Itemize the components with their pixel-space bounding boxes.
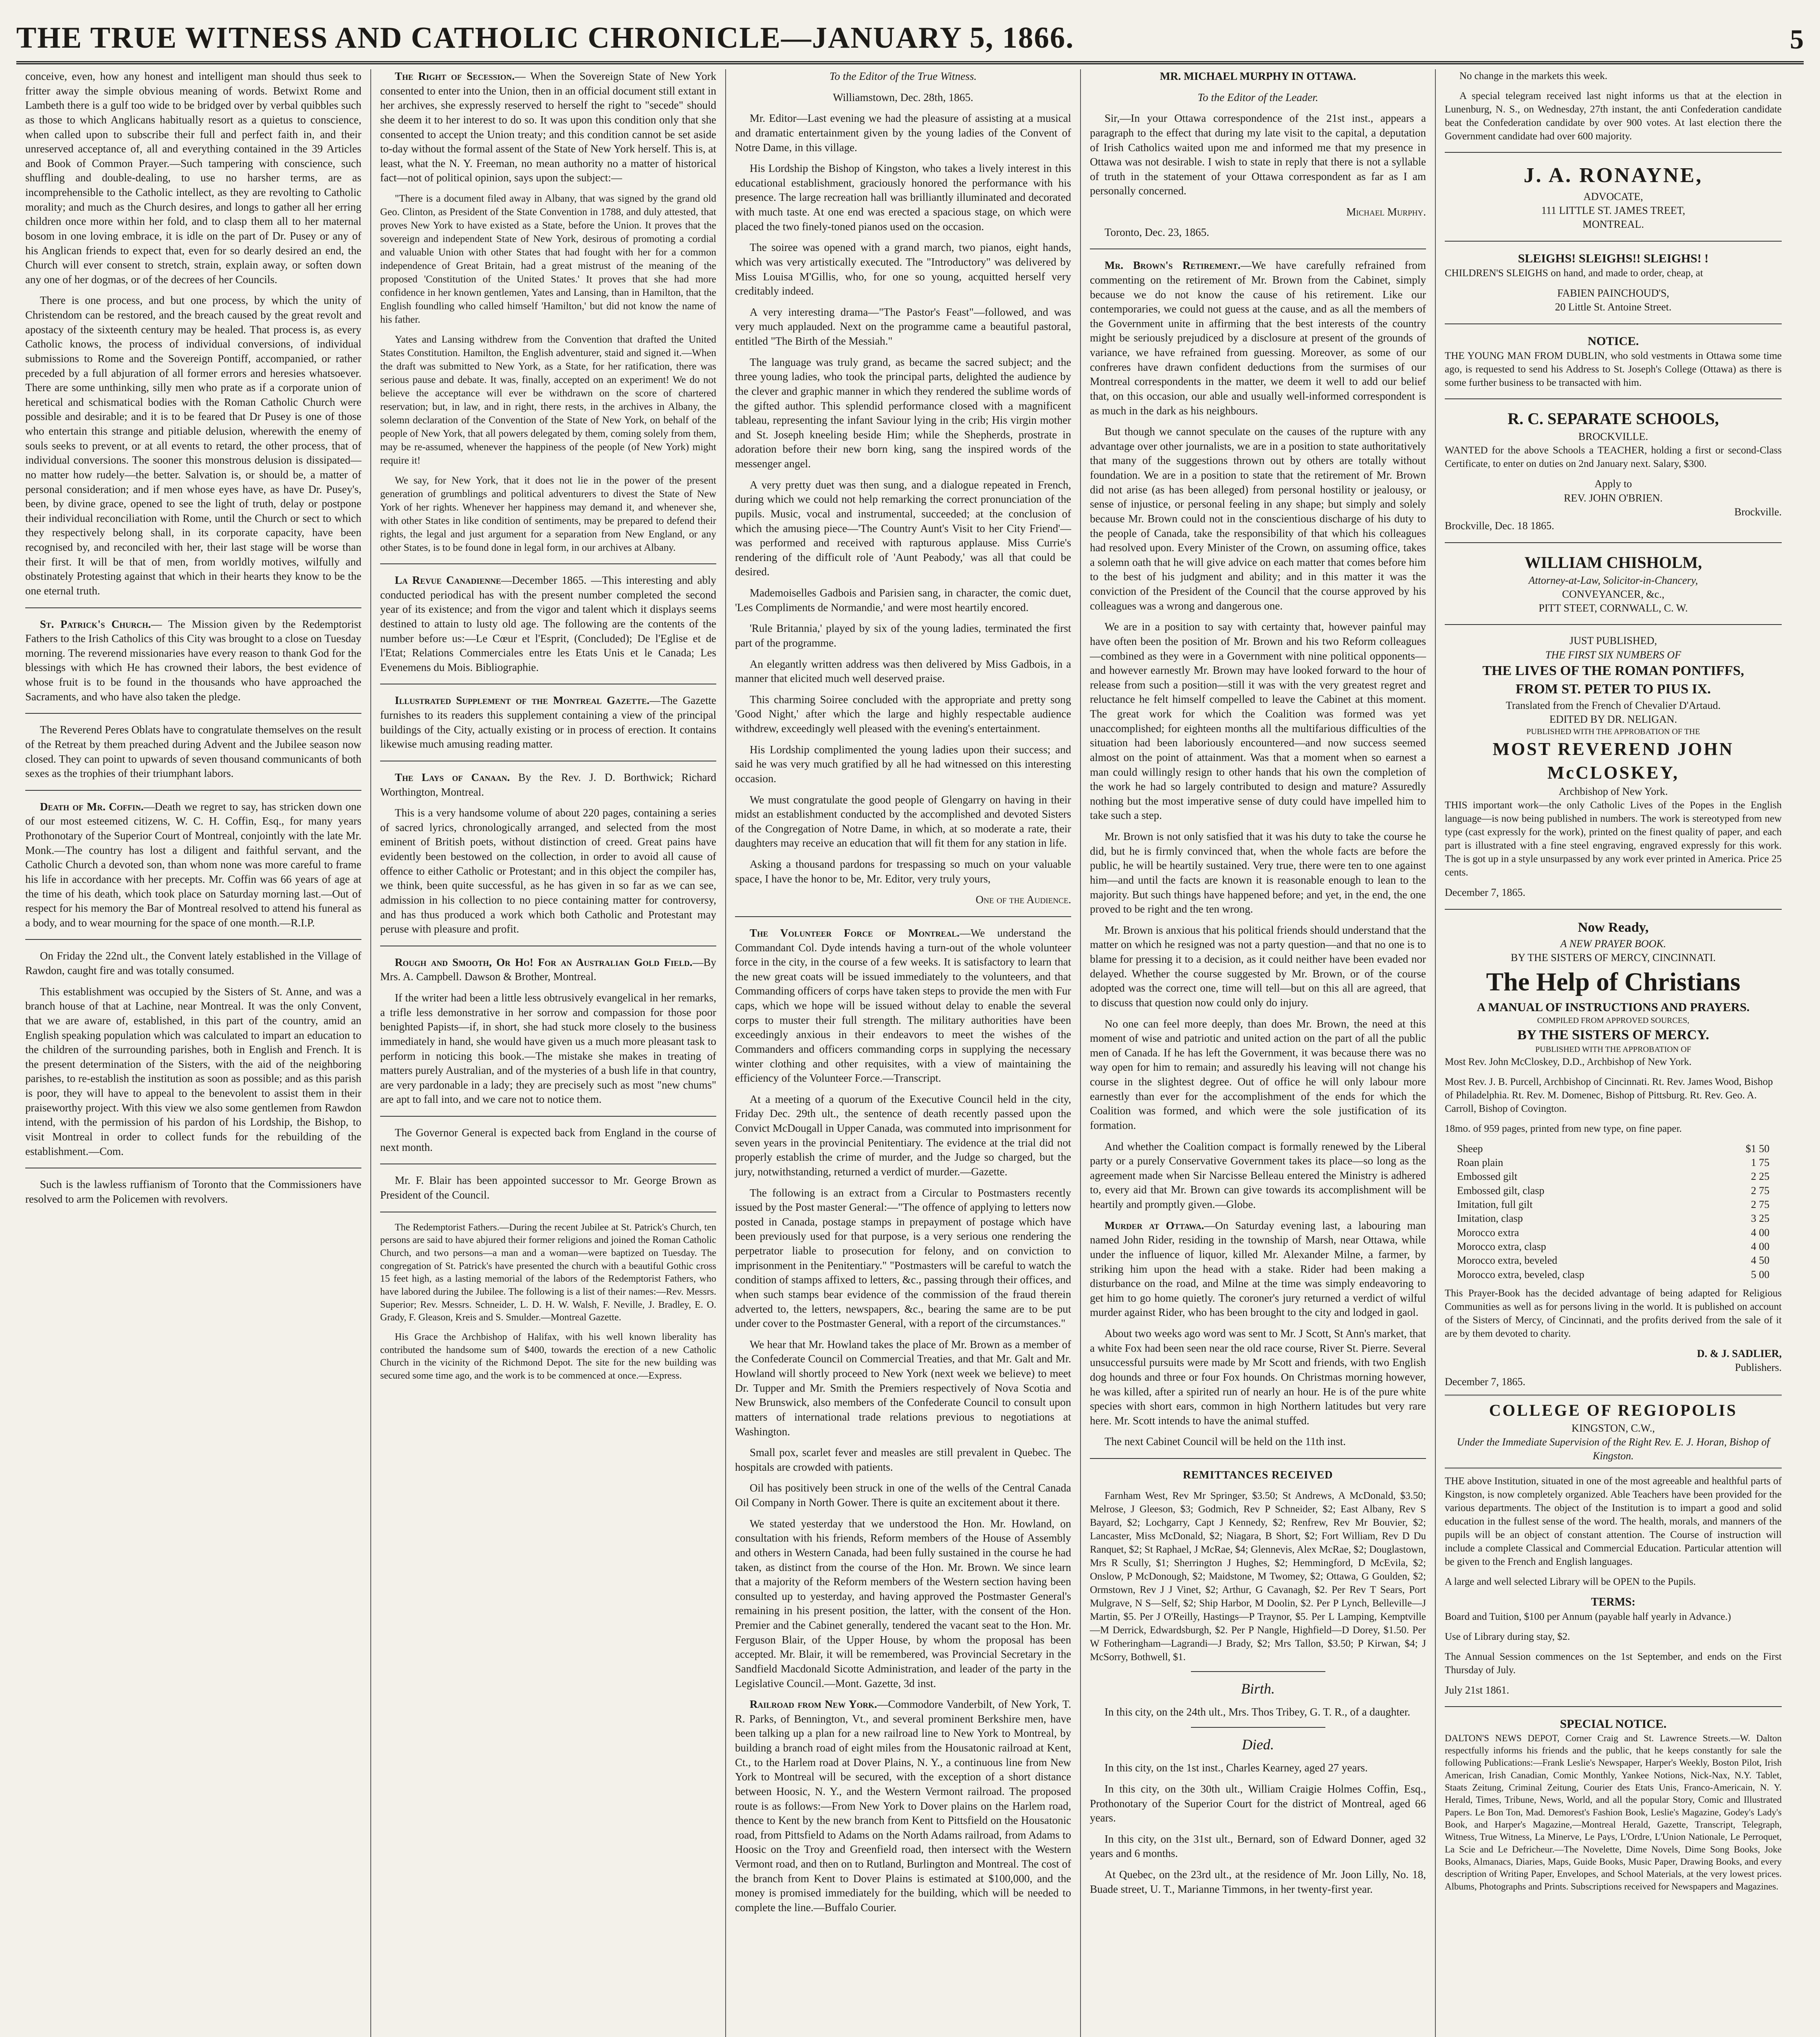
divider (25, 713, 361, 714)
divider (1090, 1458, 1426, 1459)
article-text: conceive, even, how any honest and intelligent man should thus seek to fritter away the simple obvious meaning of words. Betwixt Rome and Lambeth there is a gulf too wide to be bridged over by verbal quibbles such as those to which Anglicans habitually resort as a quietus to conscience, when called upon to subscribe their full and perfect faith in, and their unreserved acceptance of, all and everything contained in the 39 Articles and Book of Common Prayer.—Such tampering with conscience, such shuffling and double-dealing, to use no harsher terms, are as incomprehensible to the Catholic intellect, as they are revolting to Catholic morality; and much as the Church desires, and longs to gather all her erring children once more within her fold, and to clasp them all to her maternal bosom in one loving embrace, it is idle on the part of Dr. Pusey or any of his Anglican friends to expect that, even for so dearly desired an end, the Church will ever consent to stretch, strain, explain away, or soften down any one of her dogmas, or of the decrees of her Councils. (25, 70, 361, 286)
article-text: The Reverend Peres Oblats have to congratulate themselves on the result of the Retreat by them preached during Advent and the Jubilee season now closed. They can point to upwards of seven thousand communicants of both sexes as the trophies of their triumphant labors. (25, 724, 361, 780)
article-text: The soiree was opened with a grand march, two pianos, eight hands, which was very artistically executed. The "Introductory" was delivered by Miss Louisa M'Gillis, who, for one so young, acquitted herself very creditably indeed. (735, 241, 1071, 297)
ad-college-regiopolis (1445, 1395, 1782, 1469)
page-number: 5 (1790, 24, 1804, 55)
article-text: We hear that Mr. Howland takes the place of Mr. Brown as a member of the Confederate Council on Commercial Treaties, and that Mr. Galt and Mr. Howland will shortly proceed to New York (next week we believe) to meet Dr. Tupper and Mr. Smith the Premiers respectively of Nova Scotia and New Brunswick, also members of the Confederate Council to consult upon matters of international trade relations previous to negotiations at Washington. (735, 1338, 1071, 1438)
notice-text: In this city, on the 1st inst., Charles Kearney, aged 27 years. (1105, 1762, 1368, 1774)
divider (25, 607, 361, 608)
ad-separate-schools (1445, 408, 1782, 533)
ad-address: 111 LITTLE ST. JAMES TREET, (1541, 204, 1686, 216)
divider (25, 790, 361, 791)
masthead (16, 12, 1804, 64)
divider (1191, 1671, 1325, 1672)
ad-title: SPECIAL NOTICE. (1560, 1717, 1667, 1731)
ad-text: WANTED for the above Schools a TEACHER, holding a first or second-Class Certificate, to enter on duties on 2nd January next. Salary, $300. (1445, 445, 1782, 470)
quoted-text: "There is a document filed away in Albany, that was signed by the grand old Geo. Clinton, as President of the State Convention in 1788, and duly attested, that proves New York to have existed as a State, before the Union. It proves that the sovereign and independent State of New York, desirous of promoting a cordial and valuable Union with other States that had fought with her for a common independence of Great Britain, had a great mistrust of the meaning of the proposed 'Constitution of the United States.' It proves that she had more confidence in her known gentlemen, Yates and Lansing, than in Hamilton, that the English foundling who called himself 'Hamilton,' but did not know the name of his father. (380, 193, 716, 325)
ad-role: ADVOCATE, (1583, 190, 1643, 202)
article (25, 617, 361, 704)
article-text: The Redemptorist Fathers.—During the recent Jubilee at St. Patrick's Church, ten persons are said to have abjured their former religions and joined the Roman Catholic Church, and two persons—a man and a woman—were baptized on Tuesday. The congregation of St. Patrick's have presented the church with a beautiful Gothic cross 15 feet high, as a lasting memorial of the labors of the Redemptorist Fathers, who have labored during the Jubilee. The following is a list of their names:—Rev. Messrs. Superior; Rev. Messrs. Schneider, L. D. H. W. Walsh, F. Neville, J. Bradley, E. O. Grady, F. Gleason, Kreis and S. Smulder.—Montreal Gazette. (380, 1222, 716, 1323)
ad-line: KINGSTON, C.W., (1571, 1422, 1655, 1434)
ad-line: Translated from the French of Chevalier D'Artaud. (1505, 699, 1721, 711)
ad-title: THE LIVES OF THE ROMAN PONTIFFS, (1482, 663, 1744, 679)
article-text: Asking a thousand pardons for trespassing so much on your valuable space, I have the honor to be, Mr. Editor, very truly yours, (735, 858, 1071, 885)
letter-heading: To the Editor of the True Witness. (829, 70, 977, 82)
article (25, 800, 361, 931)
ad-college-body (1445, 1474, 1782, 1697)
ad-apply: Apply to (1594, 478, 1632, 490)
article-text: A special telegram received last night informs us that at the election in Lunenburg, N. S., on Wednesday, 27th instant, the anti Confederation candidate beat the Confederation candidate by over 900 votes. At last election there the Government candidate had over 600 majority. (1445, 90, 1782, 142)
ad-address: 20 Little St. Antoine Street. (1555, 301, 1672, 313)
ad-line: Under the Immediate Supervision of the Right Rev. E. J. Horan, Bishop of Kingston. (1457, 1436, 1770, 1462)
notice-text: In this city, on the 31st ult., Bernard, son of Edward Donner, aged 32 years and 6 months. (1090, 1832, 1426, 1860)
ad-line: BY THE SISTERS OF MERCY, CINCINNATI. (1511, 951, 1716, 964)
price-row: Embossed gilt 2 25 (1457, 1170, 1769, 1183)
article-text: —Commodore Vanderbilt, of New York, T. R. Parks, of Bennington, Vt., and several prominent Berkshire men, have been talking up a plan for a new railroad line to New York to Montreal, by building a branch road of eight miles from the Housatonic railroad at Kent, Ct., to the Harlem road at Dover Plains, N. Y., a continuous line from New York to Montreal will be secured, with the exception of a short distance between Hoosic, N. Y., and the Western Vermont railroad. The proposed route is as follows:—From New York to Dover plains on the Harlem road, thence to Kent by the new branch from Kent to Pittsfield on the Housatonic road, from Pittsfield to Adams on the North Adams railroad, from Adams to Hoosic on the Troy and Greenfield road, then intersect with the Western Vermont road, and then on to Rutland, Burlington and Montreal. The cost of the branch from Kent to Dover Plains is estimated at $100,000, and the money is promised immediately for the building, which will be needed to complete the line.—Buffalo Courier. (735, 1698, 1071, 1914)
article-text: No change in the markets this week. (1459, 70, 1608, 81)
quoted-text: We say, for New York, that it does not lie in the power of the present generation of grumblings and political adventurers to divest the State of New York of her rights. Whenever her happiness may demand it, and whenever she, with other States in like condition of sentiments, may be prepared to defend their rights, the legal and just argument for a separation from New England, or any other States, is to be found done in legal form, in our archives at Albany. (380, 475, 716, 553)
column-3 (726, 69, 1081, 2037)
divider (735, 916, 1071, 917)
ad-city: MONTREAL. (1582, 218, 1644, 231)
ad-date: July 21st 1861. (1445, 1684, 1510, 1696)
article-heading: Railroad from New York. (750, 1698, 877, 1711)
ad-line: COMPILED FROM APPROVED SOURCES, (1537, 1016, 1690, 1025)
ad-location: Brockville. (1734, 506, 1782, 518)
divider (1445, 323, 1782, 324)
ad-line: JUST PUBLISHED, (1569, 635, 1657, 647)
article (380, 69, 716, 185)
ad-ronayne (1445, 162, 1782, 232)
divider (1445, 624, 1782, 625)
ad-title: COLLEGE OF REGIOPOLIS (1489, 1401, 1738, 1419)
letter-signature: One of the Audience. (975, 893, 1071, 906)
ad-text: Most Rev. John McCloskey, D.D., Archbishop of New York. (1445, 1056, 1692, 1067)
remittances-list: Farnham West, Rev Mr Springer, $3.50; St Andrews, A McDonald, $3.50; Melrose, J Gleeson, $3; Godmich, Rev P Schneider, $2; East Albany, Rev S Bayard, $2; Lochgarry, Capt J Kennedy, $2; Renfrew, Rev Mr Bouvier, $2; Lancaster, Miss McDonald, $2; Niagara, B Short, $2; Fort William, Rev D Du Ranquet, $2; St Raphael, J McRae, $4; Glennevis, Alex McRae, $2; Douglastown, Mrs R Scully, $1; Sherrington J Hughes, $2; Hemmingford, D McEvila, $2; Onslow, P McDonough, $2; Maidstone, M Twomey, $2; Ottawa, G Goulden, $2; Ormstown, Rev J J Vinet, $2; Arthur, G Cavanagh, $2. Per Rev T Sears, Port Mulgrave, N S—Self, $2; Ship Harbor, M Doolin, $2. Per P Lynch, Belleville—J Martin, $5. Per J O'Reilly, Hastings—P Traynor, $5. Per L Lamping, Kemptville—M Derrick, Edwardsburgh, $2. Per P Nangle, Highfield—D Dorey, $1.50. Per W Fotheringham—Lagrandi—J Brady, $2; Mrs Tallon, $3.50; P Kirwan, $4; J McSorry, Bothwell, $1. (1090, 1490, 1426, 1663)
article-text: His Lordship complimented the young ladies upon their success; and said he was very much gratified by all he had witnessed on this interesting occasion. (735, 743, 1071, 785)
ad-title: MOST REVEREND JOHN McCLOSKEY, (1492, 739, 1734, 783)
divider (1445, 1706, 1782, 1707)
article-heading: Illustrated Supplement of the Montreal Gazette. (395, 694, 650, 707)
article-text: If the writer had been a little less obtrusively evangelical in her remarks, a trifle less demonstrative in her sorrow and compassion for those poor benighted Papists—if, in short, she had stuck more closely to the business immediately in hand, she would have given us a much more pleasant task to perform in noticing this book.—The mistake she makes in treating of matters purely Australian, and of the mysteries of a bush life in that country, are very pardonable in a lady; they are precisely such as most "new chums" are apt to fall into, and we care not to notice them. (380, 992, 716, 1106)
ad-special-notice (1445, 1716, 1782, 1893)
article-text: An elegantly written address was then delivered by Miss Gadbois, in a manner that elicited much well deserved praise. (735, 658, 1071, 685)
article-heading: The Lays of Canaan. (395, 771, 510, 783)
ad-sleighs (1445, 251, 1782, 315)
article-text: A very pretty duet was then sung, and a dialogue repeated in French, during which we could not help remarking the correct pronunciation of the pupils. Music, vocal and instrumental, succeeded; at the conclusion of which the amusing piece—'The Country Aunt's Visit to her City Friend'—was performed and received with rapturous applause. Miss Currie's rendering of the difficult role of 'Aunt Peabody,' was all that could be desired. (735, 478, 1071, 578)
divider (1445, 398, 1782, 399)
ad-subtitle: A MANUAL OF INSTRUCTIONS AND PRAYERS. (1477, 1000, 1750, 1014)
article-heading: The Volunteer Force of Montreal. (750, 926, 960, 939)
ad-text: DALTON'S NEWS DEPOT, Corner Craig and St. Lawrence Streets.—W. Dalton respectfully informs his friends and the public, that he keeps constantly for sale the following Publications:—Frank Leslie's Newspaper, Harper's Weekly, Boston Pilot, Irish American, Irish Canadian, Comic Monthly, Yankee Notions, Nick-Nax, N.Y. Tablet, Staats Zeitung, Criminal Zeitung, Courier des Etats Unis, Franco-Americain, N. Y. Herald, Times, Tribune, News, World, and all the popular Story, Comic and Illustrated Papers. Le Bon Ton, Mad. Demorest's Fashion Book, Leslie's Magazine, Godey's Lady's Book, and Harper's Magazine,—Montreal Herald, Gazette, Transcript, Telegraph, Witness, True Witness, La Minerve, Le Pays, L'Ordre, L'Union Nationale, Le Perroquet, La Scie and Le Defricheur.—The Novelette, Dime Novels, Dime Song Books, Joke Books, Almanacs, Diaries, Maps, Guide Books, Music Paper, Drawing Books, and every description of Writing Paper, Envelopes, and School Materials, at the very lowest prices. Albums, Photographs and Prints. Subscriptions received for Newspapers and Magazines. (1445, 1733, 1782, 1892)
ad-text: CHILDREN'S SLEIGHS on hand, and made to order, cheap, at (1445, 268, 1703, 279)
letter-signature: Michael Murphy. (1346, 206, 1426, 218)
ad-date: December 7, 1865. (1445, 1375, 1525, 1388)
article-text: The Governor General is expected back from England in the course of next month. (380, 1126, 716, 1153)
article-text: Small pox, scarlet fever and measles are still prevalent in Quebec. The hospitals are crowded with patients. (735, 1446, 1071, 1473)
price-row: Imitation, clasp 3 25 (1457, 1212, 1769, 1225)
divider (380, 1116, 716, 1117)
article-text: His Grace the Archbishop of Halifax, with his well known liberality has contributed the handsome sum of $400, towards the erection of a new Catholic Church in the vicinity of the Richmond Depot. The site for the new building was secured some time ago, and the work is to be commenced at once.—Express. (380, 1331, 716, 1381)
notice-text: At Quebec, on the 23rd ult., at the residence of Mr. Joon Lilly, No. 18, Buade street, U. T., Marianne Timmons, in her twenty-first year. (1090, 1868, 1426, 1895)
article-text: But though we cannot speculate on the causes of the rupture with any advantage over other journalists, we are in a position to state authoritatively that many of the suggestions thrown out by others are totally without foundation. We are in a position to state that the retirement of Mr. Brown did not arise (as has been alleged) from personal hostility or jealousy, or sense of injustice, or personal feeling in any shape; but simply and solely because Mr. Brown could not in the conscientious discharge of his duty to the people of Canada, take the responsibility of that which his colleagues had resolved upon. Every Minister of the Crown, on assuming office, takes a solemn oath that he will give advice on each matter that comes before him to the best of his judgment and ability; and in this matter it was the conviction of the President of the Council that the course approved by his colleagues was a wrong and dangerous one. (1090, 425, 1426, 612)
notice-text: In this city, on the 30th ult., William Craigie Holmes Coffin, Esq., Prothonotary of the Superior Court for the district of Montreal, aged 66 years. (1090, 1782, 1426, 1824)
column-4 (1081, 69, 1436, 2037)
ad-text: Use of Library during stay, $2. (1445, 1631, 1570, 1642)
notice-text: In this city, on the 24th ult., Mrs. Thos Tribey, G. T. R., of a daughter. (1105, 1706, 1411, 1718)
article-heading: Mr. Brown's Retirement. (1105, 259, 1241, 272)
ad-help-of-christians (1445, 919, 1782, 1389)
article-text: —Death we regret to say, has stricken down one of our most esteemed citizens, W. C. H. Coffin, Esq., for many years Prothonotary of the Superior Court of Montreal, conjointly with the late Mr. Monk.—The country has lost a diligent and faithful servant, and the Catholic Church a devoted son, than whom none was more careful to frame his life in accordance with her precepts. Mr. Coffin was 66 years of age at the time of his death, which took place on Saturday morning last.—Out of respect for his memory the Bar of Montreal resolved to attend his funeral as a body, and to wear mourning for the space of one month.—R.I.P. (25, 800, 361, 929)
article-text: —We understand the Commandant Col. Dyde intends having a turn-out of the whole volunteer force in the city, in the course of a few weeks. It is satisfactory to learn that the new great coats will be issued immediately to the volunteers, and that Commanding officers of corps have taken steps to provide the men with Fur caps, which we hope will be issued without delay to enable the several corps to muster their full strength. The military authorities have been exceedingly anxious in their endeavors to meet the wishes of the Commanders and officers commanding corps in supplying the necessary winter clothing and other requisites, with a view of maintaining the efficiency of the Volunteer Force.—Transcript. (735, 926, 1071, 1084)
ad-line: Now Ready, (1578, 920, 1649, 935)
article-text: Such is the lawless ruffianism of Toronto that the Commissioners have resolved to arm the Policemen with revolvers. (25, 1178, 361, 1205)
price-row: Embossed gilt, clasp 2 75 (1457, 1184, 1769, 1197)
article-text: 'Rule Britannia,' played by six of the young ladies, terminated the first part of the programme. (735, 622, 1071, 649)
letter-dateline: Toronto, Dec. 23, 1865. (1105, 226, 1209, 238)
letter-title: MR. MICHAEL MURPHY IN OTTAWA. (1160, 70, 1356, 82)
ad-title: SLEIGHS! SLEIGHS!! SLEIGHS! ! (1518, 251, 1709, 265)
price-row: Sheep $1 50 (1457, 1142, 1769, 1155)
section-title: Birth. (1241, 1680, 1275, 1697)
ad-date: Brockville, Dec. 18 1865. (1445, 520, 1554, 532)
article-text: By the Rev. J. D. Borthwick; Richard Worthington, Montreal. (380, 771, 716, 798)
divider (25, 939, 361, 940)
newspaper-title: THE TRUE WITNESS AND CATHOLIC CHRONICLE—JANUARY 5, 1866. (16, 21, 1074, 55)
ad-role: Attorney-at-Law, Solicitor-in-Chancery, (1528, 574, 1698, 586)
divider (1445, 152, 1782, 153)
ad-text: 18mo. of 959 pages, printed from new type, on fine paper. (1445, 1123, 1682, 1134)
letter-heading: To the Editor of the Leader. (1197, 91, 1318, 103)
article-text: —By Mrs. A. Campbell. Dawson & Brother, Montreal. (380, 956, 716, 983)
article-text: We stated yesterday that we understood the Hon. Mr. Howland, on consultation with his friends, Reform members of the House of Assembly and others in Western Canada, had been fully sustained in the course he had taken, as distinct from the course of the Hon. Mr. Brown. We since learn that a majority of the Reform members of the Western section having been consulted up to yesterday, and having approved the Postmaster General's remaining in his present position, the latter, with the consent of the Hon. Premier and the Cabinet generally, tendered the vacant seat to the Hon. Mr. Ferguson Blair, of the Upper House, by whom the proposal has been accepted. Mr. Blair, it will be remembered, was Provincial Secretary in the Sandfield Macdonald Sicotte Administration, and leader of the party in the Legislative Council.—Mont. Gazette, 3d inst. (735, 1517, 1071, 1689)
article-heading: Death of Mr. Coffin. (40, 800, 144, 813)
article-text: Mr. Brown is not only satisfied that it was his duty to take the course he did, but he is firmly convinced that, when the whole facts are before the public, he will be heartily sustained. Very true, there were ten to one against him—and until the facts are known it is reasonable enough to lean to the majority. But such things have happened before; and yet, in the end, the one proved to be right and the ten wrong. (1090, 830, 1426, 915)
price-row: Morocco extra, beveled, clasp 5 00 (1457, 1268, 1769, 1280)
article-text: A very interesting drama—"The Pastor's Feast"—followed, and was very much applauded. Next on the programme came a beautiful pastoral, entitled "The Birth of the Messiah." (735, 306, 1071, 347)
section-title: Died. (1242, 1736, 1274, 1753)
ad-name: WILLIAM CHISHOLM, (1524, 553, 1702, 572)
price-row: Morocco extra 4 00 (1457, 1226, 1769, 1238)
ad-lives-of-popes (1445, 634, 1782, 900)
divider (1445, 909, 1782, 910)
article (1090, 1219, 1426, 1320)
article-heading: St. Patrick's Church. (40, 618, 151, 630)
ad-title: NOTICE. (1587, 334, 1639, 348)
ad-title: FROM ST. PETER TO PIUS IX. (1516, 681, 1711, 697)
article-text: —On Saturday evening last, a labouring man named John Rider, residing in the township of Marsh, near Ottawa, while under the influence of liquor, killed Mr. Alexander Milne, a farmer, by striking him upon the head with a stake. Rider had been making a disturbance on the road, and Milne at the time was simply endeavoring to get him to go home quietly. The coroner's jury returned a verdict of wilful murder against Rider, who has been brought to the city and lodged in gaol. (1090, 1219, 1426, 1319)
ad-address: PITT STEET, CORNWALL, C. W. (1538, 602, 1688, 614)
article (380, 955, 716, 984)
ad-line: Archbishop of New York. (1558, 785, 1668, 798)
article-text: —The Gazette furnishes to its readers this supplement containing a view of the principal buildings of the City, actually existing or in process of erection. It contains likewise much amusing reading matter. (380, 694, 716, 750)
ad-notice (1445, 333, 1782, 390)
ad-text: This Prayer-Book has the decided advantage of being adapted for Religious Communities as well as for persons living in the world. It is published on account of the Sisters of Mercy, of Cincinnati, and the profits derived from the sale of it are by them devoted to charity. (1445, 1287, 1782, 1339)
ad-line: THE FIRST SIX NUMBERS OF (1545, 649, 1681, 661)
article-text: This charming Soiree concluded with the appropriate and pretty song 'Good Night,' after which the large and highly respectable audience withdrew, exceedingly well pleased with the evening's entertainment. (735, 693, 1071, 735)
article (380, 770, 716, 799)
article-text: At a meeting of a quorum of the Executive Council held in the city, Friday Dec. 29th ult., the sentence of death recently passed upon the Convict McDougall in Upper Canada, was commuted into imprisonment for seven years in the provincial Penitentiary. The evidence at the trial did not properly establish the crime of murder, and the Judge so charged, but the jury, notwithstanding, returned a verdict of murder.—Gazette. (735, 1093, 1071, 1178)
article-text: Oil has positively been struck in one of the wells of the Central Canada Oil Company in North Gower. There is quite an excitement about it there. (735, 1482, 1071, 1509)
article-heading: The Right of Secession. (395, 70, 515, 82)
article-heading: Murder at Ottawa. (1105, 1219, 1204, 1232)
divider (1445, 241, 1782, 242)
article-text: The language was truly grand, as became the sacred subject; and the three young ladies, who took the principal parts, delighted the audience by the clever and graphic manner in which they rendered the sublime words of the gifted author. This splendid performance closed with a magnificent tableau, representing the infant Saviour lying in the crib; His virgin mother and St. Joseph kneeling beside Him; while the Shepherds, prostrate in adoration before their new born king, sang the inspired words of the messenger angel. (735, 356, 1071, 470)
article-text: Mr. Editor—Last evening we had the pleasure of assisting at a musical and dramatic entertainment given by the young ladies of the Convent of Notre Dame, in this village. (735, 112, 1071, 154)
ad-title: R. C. SEPARATE SCHOOLS, (1507, 409, 1719, 428)
article-text: The next Cabinet Council will be held on the 11th inst. (1105, 1435, 1346, 1448)
section-title: REMITTANCES RECEIVED (1183, 1469, 1333, 1481)
divider (1191, 1727, 1325, 1728)
column-2 (371, 69, 726, 2037)
article-text: His Lordship the Bishop of Kingston, who takes a lively interest in this educational establishment, graciously honored the performance with his presence. The large recreation hall was brilliantly illuminated and decorated with much taste. At one end was erected a spacious stage, on which were placed the two finely-toned pianos used on the occasion. (735, 162, 1071, 233)
price-row: Morocco extra, clasp 4 00 (1457, 1241, 1769, 1253)
ad-contact: REV. JOHN O'BRIEN. (1564, 492, 1663, 504)
ad-text: THE above Institution, situated in one of the most agreeable and healthful parts of Kingston, is now completely organized. Able Teachers have been provided for the various departments. The object of the Institution is to impart a good and solid education in the fullest sense of the word. The health, morals, and manners of the pupils will be an object of constant attention. The Course of instruction will include a complete Classical and Commercial Education. Particular attention will be given to the French and English languages. (1445, 1475, 1782, 1567)
ad-role: CONVEYANCER, &c., (1562, 588, 1665, 600)
ad-text: Most Rev. J. B. Purcell, Archbishop of Cincinnati. Rt. Rev. James Wood, Bishop of Philadelphia. Rt. Rev. M. Domenec, Bishop of Pittsburg. Rt. Rev. Geo. A. Carroll, Bishop of Covington. (1445, 1076, 1773, 1114)
price-list (1445, 1142, 1782, 1282)
divider (1445, 542, 1782, 543)
article-text: Mr. F. Blair has been appointed successor to Mr. George Brown as President of the Council. (380, 1174, 716, 1201)
quoted-text: Yates and Lansing withdrew from the Convention that drafted the United States Constitution. Hamilton, the English adventurer, staid and signed it.—When the draft was submitted to New York, as a State, for her ratification, there was serious pause and debate. It was, finally, accepted on an experiment! We do not believe the acceptance will ever be withdrawn on the score of chartered reservation; but, in law, and in right, there rests, in the archives in Albany, the solemn declaration of the Convention of the State of New York, on behalf of the people of New York, that all powers delegated by them, coming solely from them, may be re-assumed, whenever the happiness of the people (of New York) might require it! (380, 334, 716, 466)
ad-name: J. A. RONAYNE, (1523, 164, 1703, 187)
ad-line: A NEW PRAYER BOOK. (1560, 937, 1666, 950)
ad-text: A large and well selected Library will be OPEN to the Pupils. (1445, 1576, 1696, 1587)
ad-text: Board and Tuition, $100 per Annum (payable half yearly in Advance.) (1445, 1611, 1731, 1622)
article-text: Mr. Brown is anxious that his political friends should understand that the matter on which he resigned was not a party question—and that no one is to blame for pressing it to a decision, as it could neither have been evaded nor delayed. Whether the course suggested by Mr. Brown, or of the course adopted was the correct one, time will tell—but on this all are agreed, that to discuss that question now could only do injury. (1090, 924, 1426, 1009)
column-5 (1436, 69, 1791, 2037)
article-text: About two weeks ago word was sent to Mr. J Scott, St Ann's market, that a white Fox had been seen near the old race course, River St. Pierre. Several unsuccessful pursuits were made by Mr Scott and friends, with two English dog hounds and three or four Fox hounds. On Christmas morning however, he was killed, after a spirited run of nearly an hour. He is of the pure white species with short ears, common in high Northern latitudes but very rare here. Mr. Scott intends to have the animal stuffed. (1090, 1327, 1426, 1427)
article-text: On Friday the 22nd ult., the Convent lately established in the Village of Rawdon, caught fire and was totally consumed. (25, 950, 361, 977)
divider (380, 563, 716, 564)
article-text: —December 1865. —This interesting and ably conducted periodical has with the present number completed the second year of its existence; and from the vigor and talent which it displays seems destined to attain to lusty old age. The following are the contents of the number before us:—Le Cœur et l'Esprit, (Concluded); De l'Eglise et de l'Etat; Relations Commerciales entre les Etats Unis et le Canada; Les Evenemens du Mois. Bibliographie. (380, 574, 716, 673)
article (380, 693, 716, 752)
article (735, 1697, 1071, 1915)
ad-date: December 7, 1865. (1445, 887, 1525, 899)
ad-name: FABIEN PAINCHOUD'S, (1557, 287, 1669, 299)
article-text: This is a very handsome volume of about 220 pages, containing a series of sacred lyrics, chronologically arranged, and selected from the most eminent of British poets, without distinction of creed. Great pains have evidently been bestowed on the collection, in order to avoid all cause of offence to either Catholic or Protestant; and in this object the compiler has, we think, been quite successful, as he has given in so far as we can see, admission in his collection to no piece containing matter for controversy, and has thus produced a work which both Catholic and Protestant may peruse with pleasure and profit. (380, 807, 716, 935)
article (380, 573, 716, 675)
article-text: And whether the Coalition compact is formally renewed by the Liberal party or a purely Conservative Government takes its place—so long as the agreement made when Sir Narcisse Belleau entered the Ministry is adhered to, every aid that Mr. Brown can give towards its accomplishment will be heartily and promptly given.—Globe. (1090, 1140, 1426, 1210)
columns (16, 69, 1804, 2037)
article-text: No one can feel more deeply, than does Mr. Brown, the need at this moment of wise and patriotic and united action on the part of all the public men of Canada. If he has left the Government, it was because there was no way open for him to remain; and assuredly his leaving will not change his course in the slightest degree. Out of office he will only labour more earnestly than ever for the accomplishment of the ends for which the Coalition was formed, and which were the sole justification of its formation. (1090, 1017, 1426, 1131)
ad-text: THIS important work—the only Catholic Lives of the Popes in the English language—is now being published in numbers. The work is stereotyped from new type (cast expressly for the work), printed on the finest quality of paper, and each part is illustrated with a fine steel engraving, engraved expressly for this work. The is got up in a style unsurpassed by any work ever printed in America. Price 25 cents. (1445, 800, 1782, 878)
article-heading: La Revue Canadienne (395, 574, 501, 586)
ad-line: BY THE SISTERS OF MERCY. (1517, 1027, 1709, 1043)
ad-text: The Annual Session commences on the 1st September, and ends on the First Thursday of July. (1445, 1651, 1782, 1676)
ad-chisholm (1445, 552, 1782, 616)
article-text: There is one process, and but one process, by which the unity of Christendom can be restored, and the breach caused by the great revolt and apostacy of the sixteenth century may be healed. That process is, as every Catholic knows, the process of individual conversions, of individual submissions to Rome and the Sovereign Pontiff, accompanied, or rather preceded by a full abjuration of all former errors and heresies whatsoever. There are some unthinking, silly men who prate as if a corporate union of heretical and schismatical bodies with the Roman Catholic Church were possible and desirable; and it is to be feared that Dr Pusey is one of those who entertain this strange and pitiable delusion, wherewith the enemy of souls seeks to prevent, or at all events to retard, the other process, that of individual conversions. The sooner this monstrous delusion is dissipated—no matter how rudely—the better. Salvation is, or should be, a matter of personal consideration; and if men whose eyes have, as have Dr. Pusey's, been, by divine grace, opened to see the light of truth, delay or postpone their individual reconciliation with Rome, until the Church or sect to which they respectively belong shall, in its corporate capacity, have been recognised by, and reconciled with her, their last stage will be worse than their first. It will be that of men, from worldly motives, wilfully and obstinately Protesting against that which in their hearts they know to be the one eternal truth. (25, 294, 361, 597)
article-text: —We have carefully refrained from commenting on the retirement of Mr. Brown from the Cabinet, simply because we do not know the cause of his retirement. Like our contemporaries, we could not guess at the cause, and as all the members of the Government unite in affirming that the best interests of the country might be seriously prejudiced by a disclosure at present of the grounds of variance, we have refrained from guessing. Moreover, as some of our confreres have drawn confident deductions from the surmises of our Montreal correspondents in the matter, we deem it well to add our belief that, on this occasion, our able and usually well-informed correspondent is as much in the dark as his neighbours. (1090, 259, 1426, 417)
ad-line: PUBLISHED WITH THE APPROBATION OF (1535, 1045, 1691, 1054)
article (735, 926, 1071, 1086)
ad-text: THE YOUNG MAN FROM DUBLIN, who sold vestments in Ottawa some time ago, is requested to send his Address to St. Joseph's College (Ottawa) as there is some further business to be transacted with him. (1445, 350, 1782, 389)
article-text: The following is an extract from a Circular to Postmasters recently issued by the Post master General:—"The offence of applying to letters now posted in Canada, postage stamps in prepayment of postage which have been previously used for that purpose, is a very serious one rendering the perpetrator liable to prosecution for felony, and on conviction to imprisonment in the Penitentiary." "Postmasters will be careful to watch the condition of stamps affixed to letters, &c., passing through their offices, and when such stamps bear evidence of the commission of the fraud therein adverted to, the letters, newspapers, &c., bearing the same are to be put under cover to the Postmaster General, with a report of the circumstances." (735, 1186, 1071, 1330)
article-text: — The Mission given by the Redemptorist Fathers to the Irish Catholics of this City was brought to a close on Tuesday morning. The reverend missionaries have every reason to thank God for the blessings with which He has crowned their labors, the best evidence of whose fruit is to be found in the thousands who have approached the Sacraments, and who have also taken the pledge. (25, 618, 361, 703)
article-text: Sir,—In your Ottawa correspondence of the 21st inst., appears a paragraph to the effect that during my late visit to the capital, a deputation of Irish Catholics waited upon me and informed me that my presence in Ottawa was not desirable. I wish to state in reply that there is not a syllable of truth in the statement of your Ottawa correspondent as far as I am personally concerned. (1090, 112, 1426, 197)
letter-dateline: Williamstown, Dec. 28th, 1865. (833, 91, 973, 103)
article (1090, 258, 1426, 418)
ad-place: BROCKVILLE. (1578, 431, 1648, 443)
article-heading: Rough and Smooth, Or Ho! For an Australian Gold Field. (395, 956, 693, 968)
article-text: Mademoiselles Gadbois and Parisien sang, in character, the comic duet, 'Les Compliments de Normandie,' and were most heartily encored. (735, 587, 1071, 614)
ad-line: PUBLISHED WITH THE APPROBATION OF THE (1526, 727, 1700, 737)
price-row: Roan plain 1 75 (1457, 1157, 1769, 1169)
article-text: We are in a position to say with certainty that, however painful may have often been the position of Mr. Brown and his two Reform colleagues—combined as they were in a Government with nine political opponents—and however earnestly Mr. Brown may have looked forward to the hour of release from such a position—still it was with the very greatest regret and reluctance he felt himself compelled to leave the Cabinet at this moment. The great work for which the Coalition was formed was yet unaccomplished; for eighteen months all the multifarious difficulties of the situation had been laboriously encountered—and now success seemed almost on the point of attainment. Was that a moment when so earnest a man could willingly resign to other hands that his own the completion of the work he had so largely contributed to design and mature? Assuredly nothing but the most imperative sense of duty could have impelled him to take such a step. (1090, 620, 1426, 822)
ad-title: The Help of Christians (1486, 967, 1741, 997)
ad-line: EDITED BY DR. NELIGAN. (1549, 713, 1677, 726)
article-text: — When the Sovereign State of New York consented to enter into the Union, then in an official document still extant in her archives, she expressly reserved to herself the right to "secede" should she deem it to her interest to do so. It was upon this condition only that she consented to accept the Union treaty; and this condition cannot be set aside to-day without the formal assent of the State of New York herself. This is, at least, what the N. Y. Freeman, no mean authority no a matter of historical fact—not of political opinion, says upon the subject:— (380, 70, 716, 184)
article-text: We must congratulate the good people of Glengarry on having in their midst an establishment conducted by the accomplished and devoted Sisters of the Congregation of Notre Dame, in which, at so moderate a rate, their daughters may receive an education that will fit them for any station in life. (735, 793, 1071, 849)
ad-subtitle: TERMS: (1591, 1595, 1635, 1608)
price-row: Morocco extra, beveled 4 50 (1457, 1254, 1769, 1267)
ad-publisher: D. & J. SADLIER, (1697, 1347, 1782, 1359)
column-1 (16, 69, 371, 2037)
ad-publisher-role: Publishers. (1735, 1362, 1782, 1374)
article-text: This establishment was occupied by the Sisters of St. Anne, and was a branch house of that at Lachine, near Montreal. It was the only Convent, that we are aware of, established, in this part of the country, amid an English speaking population which was calculated to impart an education to the children of the surrounding parishes, both in English and French. It is the present determination of the Sisters, with the aid of the neighboring parishes, to re-establish the institution as soon as possible; and as this parish is poor, they will have to appeal to the benevolent to assist them in their praiseworthy project. With this view we also some gentlemen from Rawdon intend, with the permission of his pardon of his Lordship, the Bishop, to visit Montreal in order to collect funds for the rebuilding of the establishment.—Com. (25, 985, 361, 1157)
price-row: Imitation, full gilt 2 75 (1457, 1199, 1769, 1211)
